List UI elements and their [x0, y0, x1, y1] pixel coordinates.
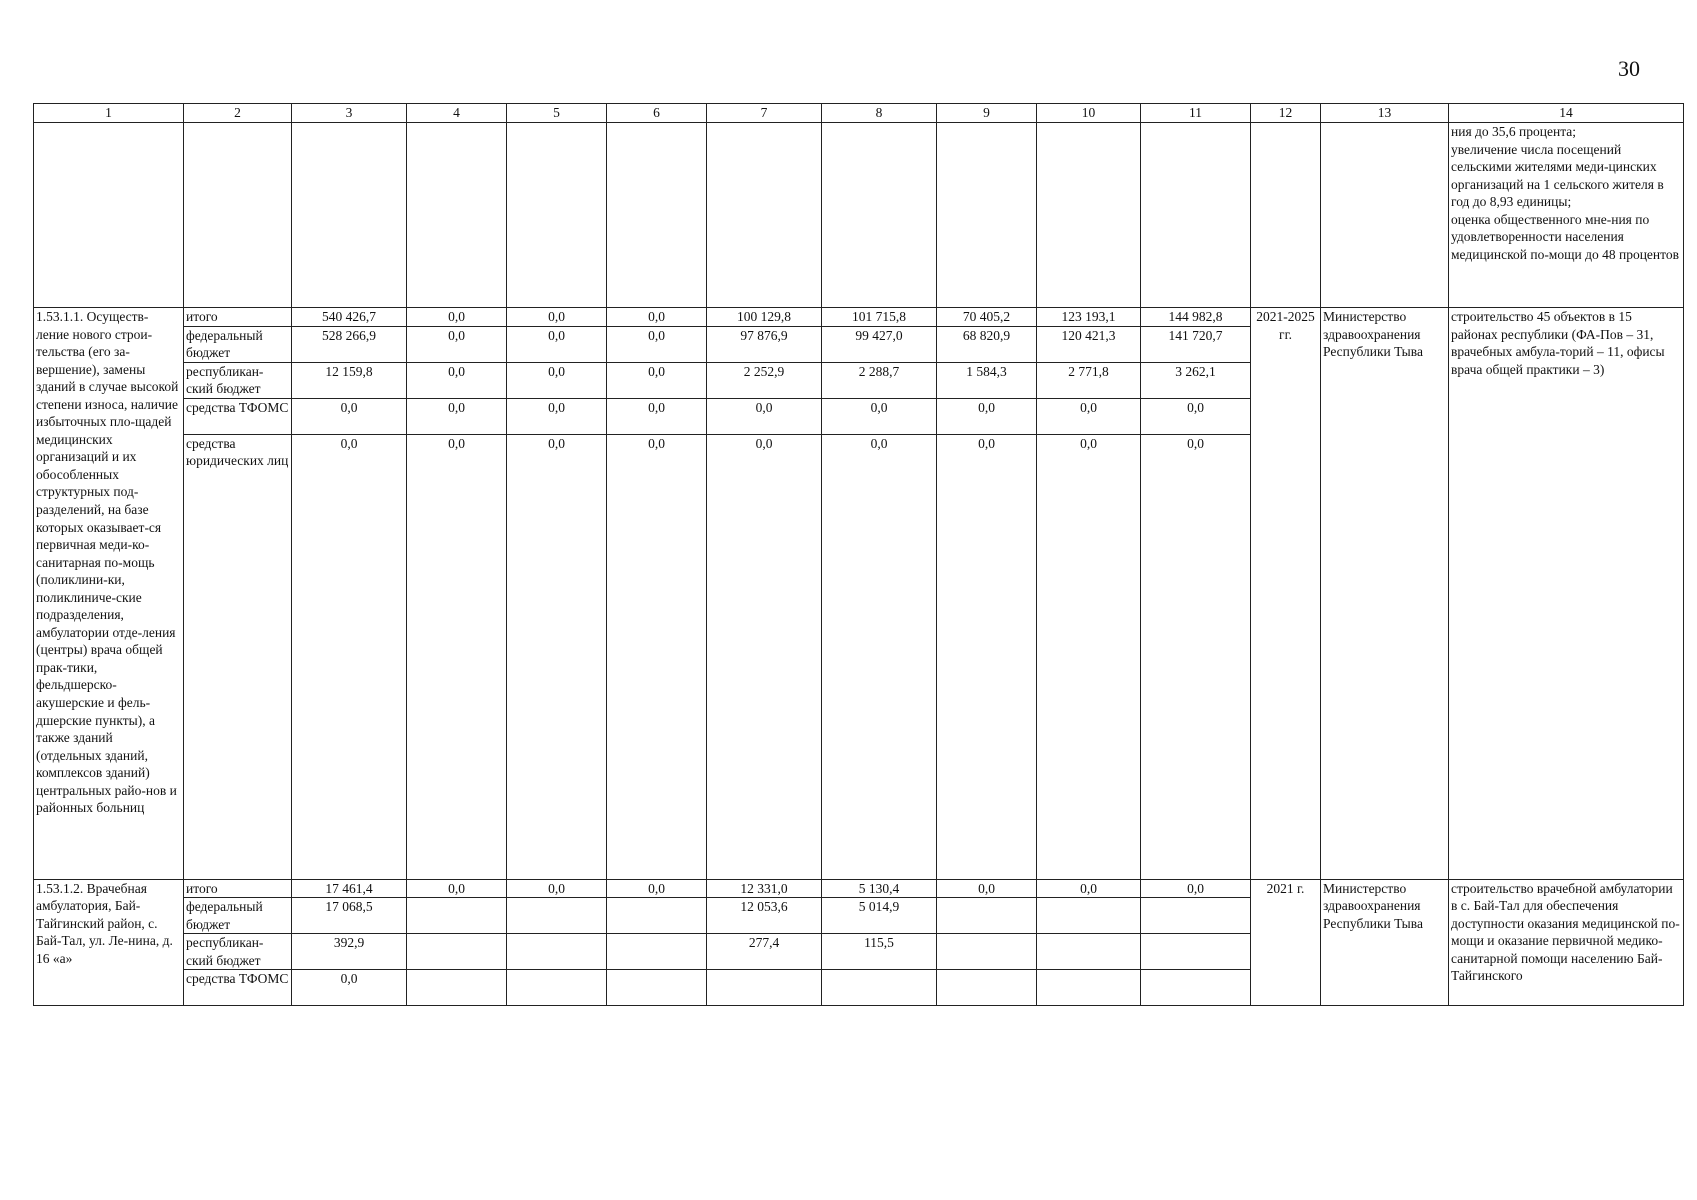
amount-cell: 0,0 [607, 326, 707, 362]
column-number-cell: 13 [1321, 104, 1449, 123]
column-number-cell: 4 [407, 104, 507, 123]
column-number-cell: 8 [822, 104, 937, 123]
amount-cell: 0,0 [937, 879, 1037, 898]
amount-cell: 0,0 [507, 326, 607, 362]
empty-cell [407, 123, 507, 308]
amount-cell: 0,0 [507, 308, 607, 327]
amount-cell: 144 982,8 [1141, 308, 1251, 327]
column-number-cell: 6 [607, 104, 707, 123]
amount-cell [507, 898, 607, 934]
column-number-cell: 9 [937, 104, 1037, 123]
amount-cell [407, 970, 507, 1006]
page-number: 30 [1618, 56, 1640, 81]
empty-cell [184, 123, 292, 308]
amount-cell: 0,0 [507, 398, 607, 434]
budget-table [33, 103, 1684, 1006]
empty-cell [937, 123, 1037, 308]
amount-cell: 2 252,9 [707, 362, 822, 398]
amount-cell: 120 421,3 [1037, 326, 1141, 362]
empty-cell [1321, 123, 1449, 308]
funding-source-cell: республикан-ский бюджет [184, 934, 292, 970]
amount-cell: 5 130,4 [822, 879, 937, 898]
measure-name-cell: 1.53.1.2. Врачебная амбулатория, Бай-Тайгинский район, с. Бай-Тал, ул. Ле-нина, д. 16 «а» [34, 879, 184, 1006]
amount-cell: 0,0 [822, 398, 937, 434]
amount-cell: 5 014,9 [822, 898, 937, 934]
column-number-row [34, 104, 1684, 123]
column-number-cell: 3 [292, 104, 407, 123]
amount-cell: 0,0 [407, 434, 507, 879]
amount-cell: 115,5 [822, 934, 937, 970]
amount-cell [407, 934, 507, 970]
amount-cell: 0,0 [707, 398, 822, 434]
amount-cell: 1 584,3 [937, 362, 1037, 398]
amount-cell [1141, 934, 1251, 970]
amount-cell: 528 266,9 [292, 326, 407, 362]
empty-cell [507, 123, 607, 308]
executor-cell: Министерство здравоохранения Республики Тыва [1321, 879, 1449, 1006]
result-cell: строительство 45 объектов в 15 районах республики (ФА-Пов – 31, врачебных амбула-торий – 11, офисы врача общей практики – 3) [1449, 308, 1684, 880]
empty-cell [1141, 123, 1251, 308]
amount-cell: 17 461,4 [292, 879, 407, 898]
funding-source-cell: средства ТФОМС [184, 398, 292, 434]
amount-cell: 0,0 [407, 308, 507, 327]
amount-cell: 0,0 [607, 398, 707, 434]
table-row [34, 879, 1684, 898]
period-cell: 2021 г. [1251, 879, 1321, 1006]
amount-cell: 0,0 [407, 879, 507, 898]
column-number-cell: 11 [1141, 104, 1251, 123]
amount-cell [937, 970, 1037, 1006]
amount-cell: 12 159,8 [292, 362, 407, 398]
empty-cell [607, 123, 707, 308]
amount-cell: 0,0 [1037, 879, 1141, 898]
empty-cell [1251, 123, 1321, 308]
column-number-cell: 7 [707, 104, 822, 123]
amount-cell: 68 820,9 [937, 326, 1037, 362]
amount-cell [1037, 934, 1141, 970]
column-number-cell: 12 [1251, 104, 1321, 123]
amount-cell [507, 934, 607, 970]
amount-cell: 12 053,6 [707, 898, 822, 934]
amount-cell: 0,0 [937, 434, 1037, 879]
amount-cell: 0,0 [1141, 879, 1251, 898]
amount-cell [937, 898, 1037, 934]
amount-cell: 0,0 [507, 879, 607, 898]
amount-cell: 141 720,7 [1141, 326, 1251, 362]
funding-source-cell: средства ТФОМС [184, 970, 292, 1006]
amount-cell [1037, 898, 1141, 934]
amount-cell [607, 898, 707, 934]
column-number-cell: 14 [1449, 104, 1684, 123]
period-cell: 2021-2025 гг. [1251, 308, 1321, 880]
amount-cell: 0,0 [1037, 434, 1141, 879]
amount-cell [1037, 970, 1141, 1006]
amount-cell: 0,0 [937, 398, 1037, 434]
amount-cell: 0,0 [407, 362, 507, 398]
empty-cell [1037, 123, 1141, 308]
amount-cell: 17 068,5 [292, 898, 407, 934]
amount-cell: 100 129,8 [707, 308, 822, 327]
amount-cell [607, 970, 707, 1006]
amount-cell: 392,9 [292, 934, 407, 970]
amount-cell: 0,0 [407, 398, 507, 434]
funding-source-cell: федеральный бюджет [184, 898, 292, 934]
amount-cell: 0,0 [292, 398, 407, 434]
continuation-row [34, 123, 1684, 308]
amount-cell: 0,0 [1141, 434, 1251, 879]
amount-cell: 0,0 [607, 308, 707, 327]
column-number-cell: 10 [1037, 104, 1141, 123]
amount-cell: 0,0 [707, 434, 822, 879]
amount-cell: 540 426,7 [292, 308, 407, 327]
amount-cell [1141, 898, 1251, 934]
amount-cell: 0,0 [607, 879, 707, 898]
amount-cell: 0,0 [607, 362, 707, 398]
amount-cell [507, 970, 607, 1006]
funding-source-cell: республикан-ский бюджет [184, 362, 292, 398]
amount-cell [822, 970, 937, 1006]
amount-cell: 2 288,7 [822, 362, 937, 398]
amount-cell: 70 405,2 [937, 308, 1037, 327]
amount-cell [937, 934, 1037, 970]
empty-cell [34, 123, 184, 308]
amount-cell: 97 876,9 [707, 326, 822, 362]
funding-source-cell: средства юридических лиц [184, 434, 292, 879]
empty-cell [707, 123, 822, 308]
amount-cell: 123 193,1 [1037, 308, 1141, 327]
amount-cell: 12 331,0 [707, 879, 822, 898]
empty-cell [292, 123, 407, 308]
amount-cell: 0,0 [822, 434, 937, 879]
amount-cell [607, 934, 707, 970]
measure-name-cell: 1.53.1.1. Осуществ-ление нового строи-тельства (его за-вершение), замены зданий в случае высокой степени износа, наличие избыточных пло-щадей медицинских организаций и их обособленных структурных под-разделений, на базе которых оказывает-ся первичная меди-ко-санитарная по-мощь (поликлини-ки, поликлиниче-ские подразделения, амбулатории отде-ления (центры) врача общей прак-тики, фельдшерско-акушерские и фель-дшерские пункты), а также зданий (отдельных зданий, комплексов зданий) центральных райо-нов и районных больниц [34, 308, 184, 880]
amount-cell: 0,0 [507, 362, 607, 398]
column-number-cell: 5 [507, 104, 607, 123]
funding-source-cell: итого [184, 308, 292, 327]
amount-cell: 3 262,1 [1141, 362, 1251, 398]
amount-cell: 0,0 [292, 434, 407, 879]
amount-cell: 0,0 [1037, 398, 1141, 434]
funding-source-cell: итого [184, 879, 292, 898]
table-row [34, 308, 1684, 327]
column-number-cell: 2 [184, 104, 292, 123]
executor-cell: Министерство здравоохранения Республики Тыва [1321, 308, 1449, 880]
amount-cell: 99 427,0 [822, 326, 937, 362]
result-cell: ния до 35,6 процента; увеличение числа посещений сельскими жителями меди-цинских организаций на 1 сельского жителя в год до 8,93 единицы; оценка общественного мне-ния по удовлетворенности населения медицинской по-мощи до 48 процентов [1449, 123, 1684, 308]
amount-cell: 0,0 [607, 434, 707, 879]
amount-cell: 2 771,8 [1037, 362, 1141, 398]
amount-cell: 0,0 [292, 970, 407, 1006]
amount-cell: 0,0 [1141, 398, 1251, 434]
amount-cell [707, 970, 822, 1006]
amount-cell [407, 898, 507, 934]
result-cell: строительство врачебной амбулатории в с. Бай-Тал для обеспечения доступности оказания медицинской по-мощи и оказание первичной медико-санитарной помощи населению Бай-Тайгинского [1449, 879, 1684, 1006]
amount-cell: 101 715,8 [822, 308, 937, 327]
amount-cell: 277,4 [707, 934, 822, 970]
amount-cell: 0,0 [407, 326, 507, 362]
column-number-cell: 1 [34, 104, 184, 123]
funding-source-cell: федеральный бюджет [184, 326, 292, 362]
empty-cell [822, 123, 937, 308]
amount-cell [1141, 970, 1251, 1006]
amount-cell: 0,0 [507, 434, 607, 879]
